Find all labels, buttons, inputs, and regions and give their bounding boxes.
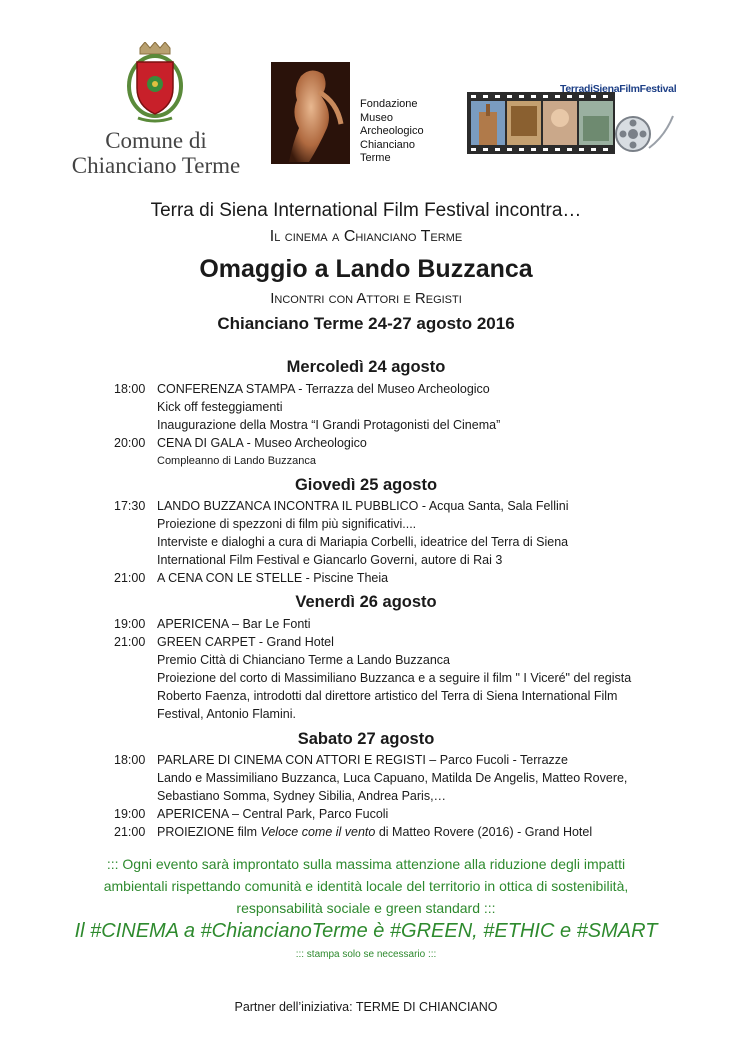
event-detail: Kick off festeggiamenti: [157, 400, 283, 414]
comune-line-2: Chianciano Terme: [71, 153, 241, 178]
event-text: CENA DI GALA - Museo Archeologico: [157, 436, 367, 450]
event-time: 21:00: [114, 635, 146, 649]
event-detail: Inaugurazione della Mostra “I Grandi Protagonisti del Cinema”: [157, 418, 501, 432]
event-text: LANDO BUZZANCA INCONTRA IL PUBBLICO - Acqua Santa, Sala Fellini: [157, 499, 569, 513]
event-row: [114, 805, 388, 823]
event-text: APERICENA – Bar Le Fonti: [157, 617, 311, 631]
event-time: 19:00: [114, 807, 146, 821]
crest-icon: [120, 42, 190, 124]
subtitle-incontri: Incontri con Attori e Registi: [270, 290, 462, 307]
event-text: A CENA CON LE STELLE - Piscine Theia: [157, 571, 389, 585]
event-detail: Premio Città di Chianciano Terme a Lando Buzzanca: [157, 653, 450, 667]
green-statement-line: ambientali rispettando comunità e identità locale del territorio in ottica di sostenibilità,: [103, 878, 629, 894]
event-row: [114, 751, 568, 769]
subtitle-cinema: Il cinema a Chianciano Terme: [269, 228, 463, 245]
event-row: [114, 434, 367, 452]
museo-line: Archeologico: [360, 125, 424, 137]
day-title: Giovedì 25 agosto: [294, 476, 438, 494]
intro-line: Terra di Siena International Film Festival incontra…: [150, 200, 582, 221]
event-detail: Lando e Massimiliano Buzzanca, Luca Capuano, Matilda De Angelis, Matteo Rovere,: [157, 771, 628, 785]
festival-logo-title: TerradiSienaFilmFestival: [560, 83, 677, 95]
event-text: PARLARE DI CINEMA CON ATTORI E REGISTI – Parco Fucoli - Terrazze: [157, 753, 568, 767]
logo-row: [0, 0, 732, 190]
event-detail: International Film Festival e Giancarlo Governi, autore di Rai 3: [157, 553, 503, 567]
green-statement-line: ::: Ogni evento sarà improntato sulla massima attenzione alla riduzione degli impatti: [106, 856, 626, 872]
museo-line: Terme: [360, 152, 391, 164]
event-row: [114, 633, 334, 651]
museo-line: Museo: [360, 111, 394, 124]
event-time: 21:00: [114, 571, 146, 585]
museo-line: Fondazione: [360, 98, 418, 110]
event-text: CONFERENZA STAMPA - Terrazza del Museo Archeologico: [157, 382, 490, 396]
event-detail: Compleanno di Lando Buzzanca: [157, 455, 317, 467]
slogan: Il #CINEMA a #ChiancianoTerme è #GREEN, #ETHIC e #SMART: [74, 920, 658, 942]
event-dates: Chianciano Terme 24-27 agosto 2016: [217, 314, 515, 333]
event-row: [114, 380, 490, 398]
event-row: [114, 497, 568, 515]
event-text-post: di Matteo Rovere (2016) - Grand Hotel: [375, 825, 593, 839]
museo-statue-image: [271, 62, 350, 164]
event-time: 17:30: [114, 499, 146, 513]
festival-logo: [465, 76, 677, 160]
green-statement-line: responsabilità sociale e green standard :::: [236, 900, 496, 916]
event-text: GREEN CARPET - Grand Hotel: [157, 635, 334, 649]
print-note: ::: stampa solo se necessario :::: [295, 949, 437, 960]
event-detail: Roberto Faenza, introdotti dal direttore artistico del Terra di Siena International Film: [157, 689, 618, 703]
event-detail: Proiezione di spezzoni di film più significativi....: [157, 517, 417, 531]
page-title: Omaggio a Lando Buzzanca: [199, 255, 533, 283]
day-title: Sabato 27 agosto: [297, 730, 435, 748]
event-detail: Proiezione del corto di Massimiliano Buzzanca e a seguire il film " I Viceré" del regista: [157, 671, 632, 685]
film-title: Veloce come il vento: [260, 825, 376, 839]
museo-foundation-text: [360, 98, 460, 166]
event-row: [114, 569, 388, 587]
day-title: Venerdì 26 agosto: [295, 593, 437, 611]
event-detail: Interviste e dialoghi a cura di Mariapia Corbelli, ideatrice del Terra di Siena: [157, 535, 569, 549]
event-text-pre: PROIEZIONE film: [157, 825, 261, 839]
partner-line: Partner dell’iniziativa: TERME DI CHIANCIANO: [234, 1000, 498, 1014]
event-detail: Sebastiano Somma, Sydney Sibilia, Andrea Paris,…: [157, 789, 447, 803]
day-title: Mercoledì 24 agosto: [286, 358, 446, 376]
comune-line-1: Comune di: [105, 128, 207, 153]
event-row: [114, 615, 311, 633]
event-time: 20:00: [114, 436, 146, 450]
museo-line: Chianciano: [360, 138, 416, 151]
event-time: 19:00: [114, 617, 146, 631]
event-detail: Festival, Antonio Flamini.: [157, 707, 296, 721]
event-row: [114, 823, 592, 841]
comune-name: [66, 128, 246, 178]
event-time: 18:00: [114, 382, 146, 396]
event-text: APERICENA – Central Park, Parco Fucoli: [157, 807, 389, 821]
comune-logo: [66, 42, 246, 182]
event-time: 21:00: [114, 825, 146, 839]
event-time: 18:00: [114, 753, 146, 767]
